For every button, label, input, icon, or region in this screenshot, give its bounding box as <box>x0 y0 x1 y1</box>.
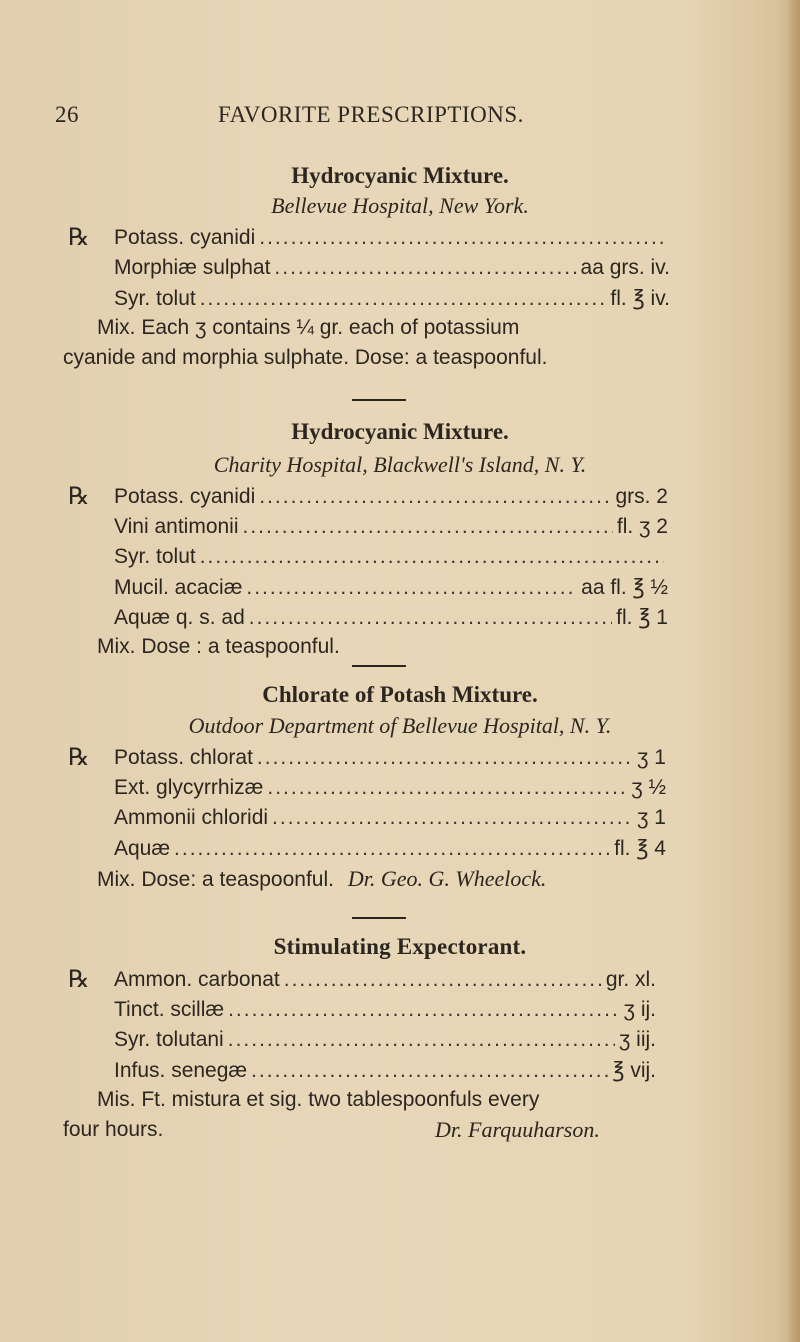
ingredient-amount: fl. ℥ 1 <box>616 606 668 629</box>
ingredient-row <box>114 776 666 800</box>
running-header <box>55 102 755 134</box>
directions-line: Mis. Ft. mistura et sig. two tablespoonfuls every <box>97 1088 540 1111</box>
ingredient-amount: gr. xl. <box>605 968 656 991</box>
leader-dots <box>228 1028 615 1052</box>
ingredient-amount: fl. ℥ 4 <box>614 837 666 860</box>
leader-dots <box>257 746 633 770</box>
ingredient-amount: ʒ 1 <box>637 806 666 829</box>
section-divider <box>352 399 406 401</box>
ingredient-amount: grs. 2 <box>615 485 668 508</box>
ingredient-amount: ʒ iij. <box>618 1028 656 1051</box>
leader-dots <box>272 806 633 830</box>
leader-dots <box>251 1059 608 1083</box>
leader-dots <box>284 968 602 992</box>
ingredient-amount: fl. ʒ 2 <box>616 515 668 538</box>
rx-symbol: ℞ <box>68 745 90 771</box>
ingredient-name: Potass. cyanidi <box>114 485 256 508</box>
ingredient-name: Syr. tolut <box>114 287 196 310</box>
directions-line: Mix. Dose : a teaspoonful. <box>97 635 340 658</box>
leader-dots <box>200 545 664 569</box>
leader-dots <box>174 837 610 861</box>
ingredient-name: Ammon. carbonat <box>114 968 280 991</box>
leader-dots <box>259 226 666 250</box>
ingredient-amount: ʒ ½ <box>631 776 666 799</box>
ingredient-name: Potass. chlorat <box>114 746 253 769</box>
ingredient-name: Ammonii chloridi <box>114 806 269 829</box>
rx-symbol: ℞ <box>68 967 90 993</box>
section-divider <box>352 917 406 919</box>
section-title: Hydrocyanic Mixture. <box>291 419 509 444</box>
ingredient-amount: ʒ ij. <box>623 998 656 1021</box>
ingredient-row <box>114 575 668 600</box>
ingredient-name: Potass. cyanidi <box>114 226 256 249</box>
directions-line <box>97 866 546 892</box>
leader-dots <box>259 485 611 509</box>
ingredient-row <box>114 226 670 250</box>
ingredient-row <box>114 806 666 830</box>
ingredient-name: Syr. tolut <box>114 545 196 568</box>
ingredient-name: Infus. senegæ <box>114 1059 248 1082</box>
directions-line: cyanide and morphia sulphate. Dose: a teaspoonful. <box>63 346 548 369</box>
ingredient-name: Tinct. scillæ <box>114 998 225 1021</box>
leader-dots <box>200 287 607 311</box>
directions-line: Mix. Each ʒ contains ¼ gr. each of potassium <box>97 316 520 339</box>
leader-dots <box>274 256 576 280</box>
ingredient-row <box>114 545 668 569</box>
running-title: FAVORITE PRESCRIPTIONS. <box>218 102 524 127</box>
leader-dots <box>243 515 613 539</box>
section-title: Chlorate of Potash Mixture. <box>262 682 538 707</box>
section-title: Stimulating Expectorant. <box>273 934 527 959</box>
ingredient-name: Mucil. acaciæ <box>114 576 243 599</box>
ingredient-amount: aa grs. iv. <box>580 256 670 279</box>
ingredient-row <box>114 485 668 509</box>
ingredient-name: Ext. glycyrrhizæ <box>114 776 264 799</box>
ingredient-row <box>114 256 670 280</box>
ingredient-name: Morphiæ sulphat <box>114 256 271 279</box>
ingredient-amount: ℥ vij. <box>612 1059 656 1082</box>
page-number: 26 <box>55 102 79 127</box>
ingredient-name: Aquæ q. s. ad <box>114 606 245 629</box>
ingredient-name: Syr. tolutani <box>114 1028 224 1051</box>
section-source: Outdoor Department of Bellevue Hospital, N. Y. <box>188 713 612 738</box>
ingredient-name: Aquæ <box>114 837 171 860</box>
ingredient-row <box>114 1028 656 1052</box>
rx-symbol: ℞ <box>68 484 90 510</box>
ingredient-row <box>114 836 666 861</box>
leader-dots <box>267 776 627 800</box>
ingredient-row <box>114 746 666 770</box>
ingredient-amount: fl. ℥ iv. <box>610 287 670 310</box>
leader-dots <box>246 576 577 600</box>
ingredient-name: Vini antimonii <box>114 515 239 538</box>
ingredient-row <box>114 515 668 539</box>
ingredient-amount: aa fl. ℥ ½ <box>581 576 668 599</box>
directions-text: Mix. Dose: a teaspoonful. <box>97 868 334 891</box>
section-source: Bellevue Hospital, New York. <box>271 193 529 218</box>
ingredient-row <box>114 968 656 992</box>
ingredient-amount: ʒ 1 <box>637 746 666 769</box>
directions-line: four hours. <box>63 1118 164 1141</box>
ingredient-row <box>114 286 670 311</box>
ingredient-row <box>114 1058 656 1083</box>
leader-dots <box>249 606 612 630</box>
leader-dots <box>228 998 619 1022</box>
rx-symbol: ℞ <box>68 225 90 251</box>
attribution: Dr. Farquuharson. <box>435 1117 600 1142</box>
section-divider <box>352 665 406 667</box>
section-title: Hydrocyanic Mixture. <box>291 163 509 188</box>
ingredient-row <box>114 998 656 1022</box>
section-source: Charity Hospital, Blackwell's Island, N. Y. <box>213 452 587 477</box>
attribution: Dr. Geo. G. Wheelock. <box>347 866 547 891</box>
ingredient-row <box>114 605 668 630</box>
